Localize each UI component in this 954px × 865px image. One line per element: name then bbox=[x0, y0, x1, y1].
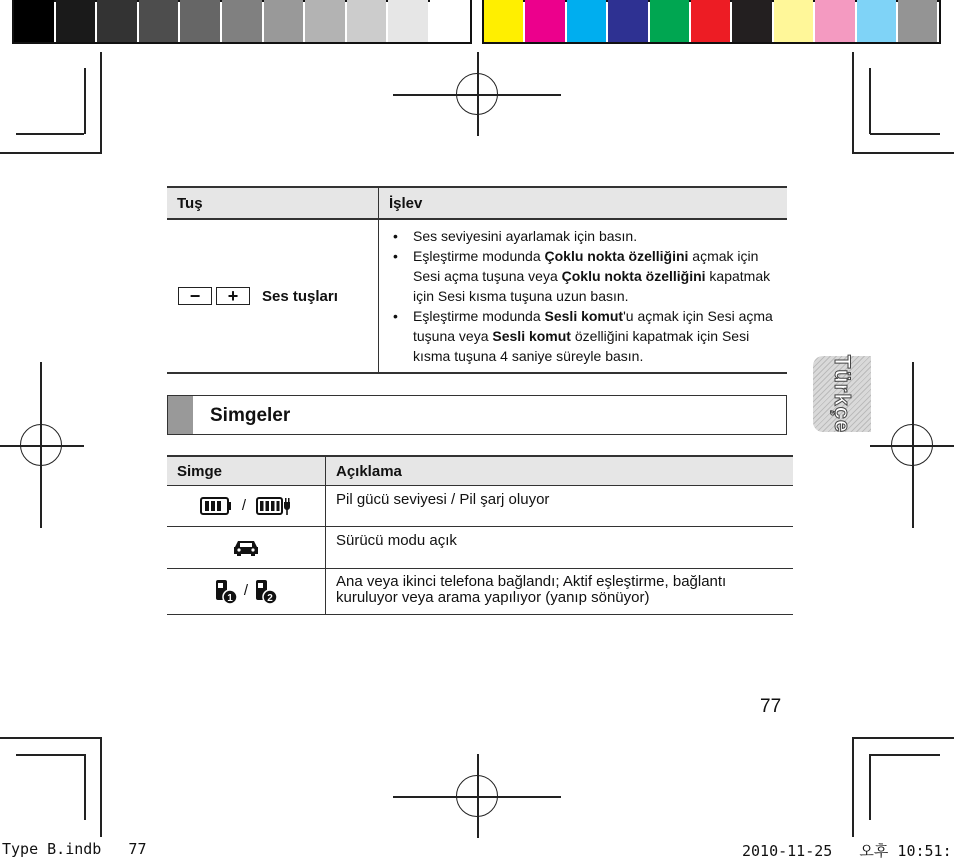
crop-mark bbox=[870, 133, 940, 135]
description-cell: Sürücü modu açık bbox=[326, 527, 794, 569]
color-swatch bbox=[650, 0, 689, 42]
key-table bbox=[167, 186, 787, 374]
gray-swatch bbox=[264, 0, 304, 42]
icon-table bbox=[167, 455, 793, 615]
function-item: • Ses seviyesini ayarlamak için basın. bbox=[393, 228, 638, 244]
color-swatch bbox=[691, 0, 730, 42]
crop-mark bbox=[84, 754, 86, 820]
gray-swatch bbox=[14, 0, 54, 42]
icon-cell bbox=[167, 486, 326, 527]
description-cell: Pil gücü seviyesi / Pil şarj oluyor bbox=[326, 486, 794, 527]
svg-text:2: 2 bbox=[267, 592, 274, 604]
color-swatch bbox=[815, 0, 854, 42]
crop-mark bbox=[16, 754, 84, 756]
registration-mark bbox=[477, 754, 479, 838]
crop-mark bbox=[852, 152, 954, 154]
section-title: Simgeler bbox=[210, 405, 291, 426]
footer-file: Type B.indb 77 bbox=[2, 840, 147, 858]
gray-swatch bbox=[222, 0, 262, 42]
section-bar bbox=[168, 396, 193, 434]
gray-swatch bbox=[97, 0, 137, 42]
crop-mark bbox=[852, 52, 854, 154]
separator: / bbox=[241, 496, 247, 514]
registration-mark bbox=[912, 362, 914, 528]
crop-mark bbox=[869, 68, 871, 134]
color-swatch bbox=[732, 0, 771, 42]
plus-icon: + bbox=[227, 286, 239, 306]
gray-swatch bbox=[139, 0, 179, 42]
language-label: Türkçe bbox=[830, 354, 855, 434]
battery-charging-icon bbox=[256, 495, 292, 517]
phone-1-icon bbox=[214, 579, 238, 605]
registration-mark bbox=[0, 445, 84, 447]
car-icon bbox=[233, 539, 259, 557]
crop-mark bbox=[0, 152, 100, 154]
separator: / bbox=[243, 582, 249, 600]
header-key: Tuş bbox=[167, 187, 379, 219]
phone-2-icon bbox=[254, 579, 278, 605]
header-icon: Simge bbox=[167, 456, 326, 486]
volume-down-key bbox=[178, 287, 212, 305]
volume-keys-cell bbox=[167, 219, 379, 373]
function-cell bbox=[379, 219, 788, 373]
registration-mark bbox=[40, 362, 42, 528]
gray-swatch bbox=[305, 0, 345, 42]
gray-swatch bbox=[56, 0, 96, 42]
color-swatch bbox=[898, 0, 937, 42]
color-swatch bbox=[774, 0, 813, 42]
color-swatch bbox=[567, 0, 606, 42]
crop-mark bbox=[870, 754, 940, 756]
icon-cell bbox=[167, 527, 326, 569]
gray-swatch bbox=[347, 0, 387, 42]
crop-mark bbox=[100, 737, 102, 837]
language-side-tab bbox=[813, 356, 871, 432]
color-swatch bbox=[484, 0, 523, 42]
crop-mark bbox=[869, 754, 871, 820]
crop-mark bbox=[852, 737, 954, 739]
header-function: İşlev bbox=[379, 187, 788, 219]
volume-up-key bbox=[216, 287, 250, 305]
function-item: • Eşleştirme modunda Çoklu nokta özelliğini açmak için Sesi açma tuşuna veya Çoklu nokta özelliğini kapatmak için Sesi kısma tuşuna uzun basın. bbox=[393, 248, 771, 304]
crop-mark bbox=[852, 737, 854, 837]
registration-mark bbox=[477, 52, 479, 136]
color-swatch bbox=[525, 0, 564, 42]
svg-text:1: 1 bbox=[226, 592, 233, 604]
crop-mark bbox=[0, 737, 100, 739]
function-item: • Eşleştirme modunda Sesli komut'u açmak için Sesi açma tuşuna veya Sesli komut özelliğini kapatmak için Sesi kısma tuşuna 4 saniye süreyle basın. bbox=[393, 308, 773, 364]
color-swatch bbox=[857, 0, 896, 42]
section-header bbox=[167, 395, 787, 435]
crop-mark bbox=[100, 52, 102, 154]
color-swatch bbox=[608, 0, 647, 42]
header-description: Açıklama bbox=[326, 456, 794, 486]
description-cell: Ana veya ikinci telefona bağlandı; Aktif eşleştirme, bağlantı kuruluyor veya arama yapılıyor (yanıp sönüyor) bbox=[326, 569, 794, 615]
icon-cell bbox=[167, 569, 326, 615]
key-label: Ses tuşları bbox=[262, 287, 338, 305]
minus-icon: − bbox=[189, 286, 201, 306]
page-number: 77 bbox=[760, 696, 782, 717]
battery-icon bbox=[200, 497, 232, 515]
gray-swatch bbox=[388, 0, 428, 42]
crop-mark bbox=[84, 68, 86, 134]
crop-mark bbox=[16, 133, 84, 135]
footer-timestamp: 2010-11-25 오후 10:51: bbox=[742, 842, 952, 860]
gray-swatch bbox=[430, 0, 470, 42]
gray-swatch bbox=[180, 0, 220, 42]
